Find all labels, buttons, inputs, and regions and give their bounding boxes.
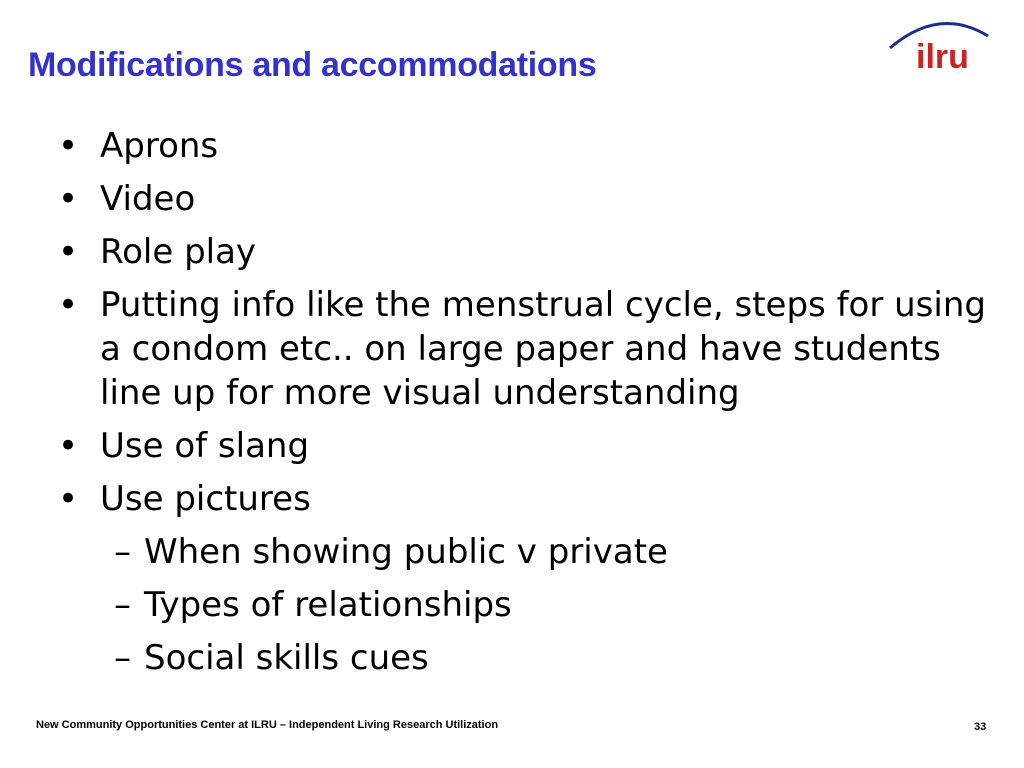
bullet-text: Role play [100,232,257,272]
sub-bullet-dash: – [114,532,131,572]
sub-list-item [58,530,1008,574]
bullet-dot: • [58,232,79,272]
list-item [58,477,1008,521]
sub-list-item [58,636,1008,680]
bullet-text: Putting info like the menstrual cycle, steps for using a condom etc.. on large paper and have students line up for more visual understanding [100,285,986,413]
sub-list-item [58,583,1008,627]
bullet-text: Use of slang [100,426,310,466]
sub-bullet-text: When showing public v private [144,532,668,572]
page-number: 33 [974,721,987,733]
svg-text:ilru: ilru [916,38,969,76]
sub-bullet-dash: – [114,585,131,625]
sub-bullet-dash: – [114,638,131,678]
bullet-dot: • [58,479,79,519]
bullet-list [58,124,1008,689]
list-item [58,124,1008,168]
sub-bullet-text: Social skills cues [144,638,429,678]
footer-text: New Community Opportunities Center at ILRU – Independent Living Research Utilization [36,719,499,731]
ilru-logo-icon [884,14,994,76]
list-item [58,230,1008,274]
bullet-text: Video [100,179,196,219]
list-item [58,283,1008,415]
bullet-dot: • [58,285,79,325]
list-item [58,177,1008,221]
bullet-dot: • [58,179,79,219]
bullet-text: Aprons [100,126,219,166]
bullet-dot: • [58,426,79,466]
slide-title: Modifications and accommodations [28,46,597,84]
bullet-dot: • [58,126,79,166]
sub-bullet-text: Types of relationships [144,585,512,625]
bullet-text: Use pictures [100,479,311,519]
list-item [58,424,1008,468]
